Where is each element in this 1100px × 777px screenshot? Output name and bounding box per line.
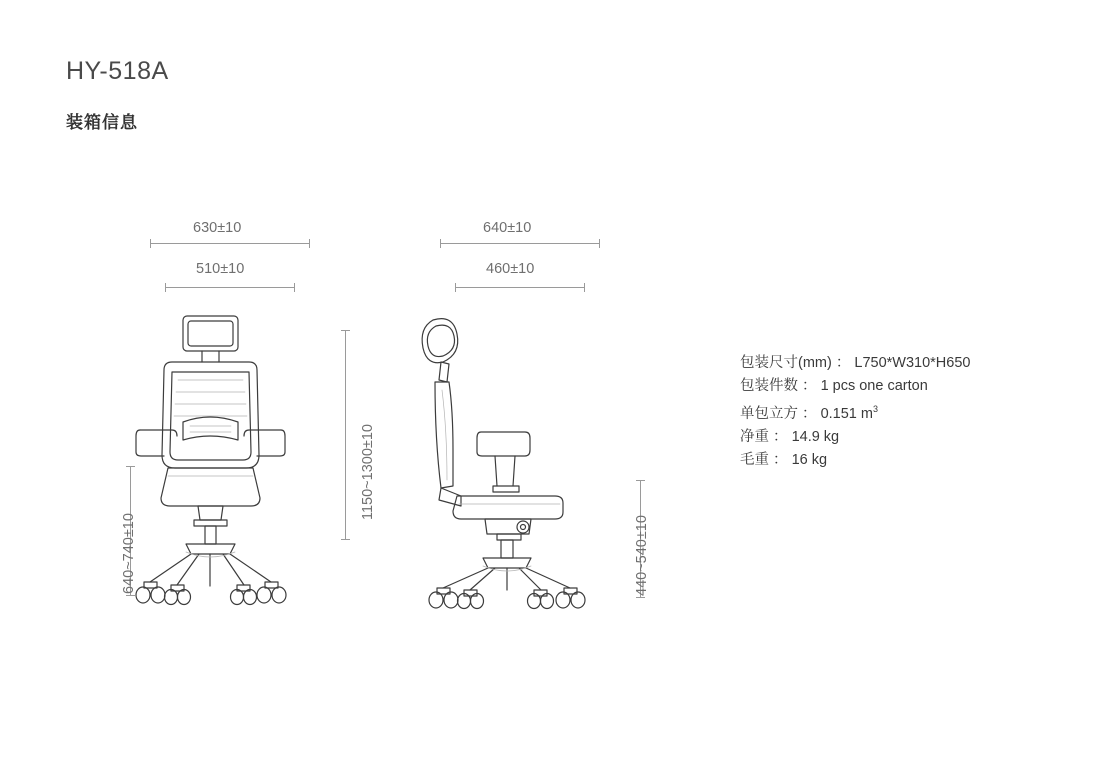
page-title: HY-518A: [66, 57, 169, 85]
spec-row-volume: [740, 398, 970, 426]
spec-value-package-size: L750*W310*H650: [854, 355, 971, 371]
spec-key-package-count: 包装件数 ：: [740, 378, 817, 394]
spec-value-volume: 0.151 m: [820, 405, 873, 422]
spec-row-gross-weight: [740, 449, 970, 472]
front-top-inner-label: 510±10: [196, 261, 245, 277]
side-top-inner-label: 460±10: [486, 261, 535, 277]
section-title: 装箱信息: [66, 113, 138, 132]
side-top-outer-rule: [440, 243, 600, 244]
spec-value-volume-exponent: 3: [872, 404, 878, 414]
spec-row-package-count: [740, 375, 970, 398]
side-top-outer-label: 640±10: [483, 220, 532, 236]
side-seat-height-label: 440~540±10: [634, 515, 650, 596]
side-top-inner-rule: [455, 287, 585, 288]
front-top-outer-rule: [150, 243, 310, 244]
spec-row-net-weight: [740, 426, 970, 449]
spec-value-package-count: 1 pcs one carton: [820, 378, 928, 394]
spec-value-net-weight: 14.9 kg: [791, 428, 840, 445]
side-height-label: 1150~1300±10: [360, 424, 376, 520]
spec-key-net-weight: 净重 ：: [740, 428, 788, 445]
spec-key-volume: 单包立方 ：: [740, 405, 817, 422]
spec-key-package-size: 包装尺寸(mm) ：: [740, 355, 851, 371]
front-top-outer-label: 630±10: [193, 220, 242, 236]
spec-row-package-size: [740, 352, 970, 375]
spec-value-gross-weight: 16 kg: [791, 451, 828, 468]
chair-front-view-drawing: [120, 300, 350, 610]
front-top-inner-rule: [165, 287, 295, 288]
packing-spec-list: [740, 352, 970, 472]
chair-side-view-drawing: [405, 300, 625, 610]
front-left-vertical-label: 640~740±10: [121, 513, 137, 594]
spec-key-gross-weight: 毛重 ：: [740, 451, 788, 468]
